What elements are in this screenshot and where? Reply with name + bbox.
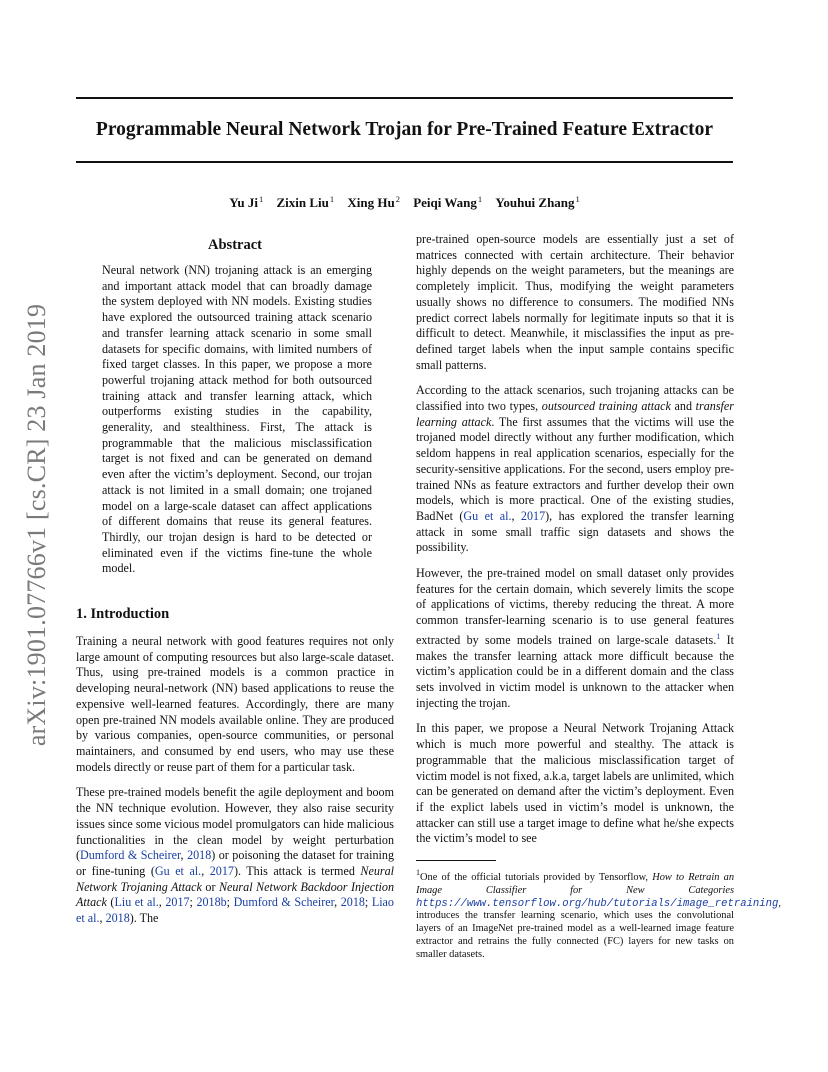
text-run: One of the official tutorials provided by Tensorflow, — [420, 872, 653, 884]
text-run: However, the pre-trained model on small dataset only provides features for the certain domain, which severely limits the scope of applications of victims, thereby reducing the threat. A more common transfer-learning scenario is to use general features extracted by some models trained on large-scale datasets. — [416, 566, 734, 647]
author-list — [76, 190, 733, 212]
footnote-url-link[interactable]: https://www.tensorflow.org/hub/tutorials/image_retraining — [416, 897, 779, 910]
citation-link[interactable]: Gu et al. — [154, 863, 202, 878]
text-run: ). The — [129, 911, 159, 926]
citation-link[interactable]: Liao et al. — [76, 895, 394, 926]
introduction-heading: 1. Introduction — [76, 606, 170, 623]
citation-link[interactable]: Gu et al. — [463, 508, 512, 523]
intro-paragraph-2 — [76, 785, 394, 926]
text-run: ) or poisoning the dataset for training or fine-tuning ( — [76, 848, 394, 878]
text-run: , — [99, 911, 106, 926]
affiliation-mark: 1 — [477, 194, 483, 204]
author — [413, 195, 482, 210]
left-column — [76, 232, 394, 937]
citation-link[interactable]: 2018 — [340, 895, 365, 910]
affiliation-mark: 2 — [395, 194, 400, 204]
author — [495, 195, 579, 210]
emphasis-term: outsourced training attack — [541, 399, 671, 414]
emphasis-term: Neural Network Trojaning Attack — [76, 863, 395, 894]
text-run: . The first assumes that the victims will use the trojaned model directly without any further modification, which seldom happens in real application scenarios, especially for the security-sensitive applications. For the second, users employ pre-trained NNs as feature extractors and further develop their own models, which is more practical. One of the existing studies, BadNet ( — [416, 414, 734, 523]
author-name: Yu Ji — [229, 195, 258, 210]
abstract-body: Neural network (NN) trojaning attack is an emerging and important attack model that can broadly damage the system deployed with NN models. Existing studies have explored the outsourced training attack scenario and transfer learning attack scenario in some small datasets for specific domains, with limited numbers of fixed target classes. In this paper, we propose a more powerful trojaning attack method for both outsourced training attack and transfer learning attack, which outperforms existing studies in the capability, generality, and stealthiness. First, The attack is programmable that the malicious misclassification target is not fixed and can be generated on demand even after the victim’s deployment. Second, our trojan attack is not limited in a small domain; one trojaned model on a large-scale dataset can affect applications of different domains that reuse its general features. Thirdly, our trojan design is hard to be detected or eliminated even if the victims fine-tune the whole model. — [102, 263, 372, 576]
emphasis-term: transfer learning attack — [416, 399, 734, 429]
text-run: ). This attack is termed — [233, 863, 361, 878]
text-run: ( — [106, 895, 115, 910]
text-run: It makes the transfer learning attack more difficult because the victim’s application could be in a different domain and the class sets involved in victim model is unknown to the attacker when injecting the trojan. — [416, 632, 734, 710]
citation-link[interactable]: Dumford & Scheirer — [233, 895, 335, 910]
intro-paragraph-5 — [416, 566, 734, 711]
author — [276, 195, 334, 210]
paper-title: Programmable Neural Network Trojan for Pre-Trained Feature Extractor — [95, 119, 714, 140]
author-name: Peiqi Wang — [413, 195, 477, 210]
citation-link[interactable]: 2017 — [165, 895, 190, 910]
citation-link[interactable]: 2017 — [209, 863, 234, 878]
affiliation-mark: 1 — [575, 194, 580, 204]
text-run: , — [334, 895, 341, 910]
affiliation-mark: 1 — [329, 194, 335, 204]
text-run: ; — [364, 895, 372, 910]
emphasis-term: Neural Network Backdoor Injection Attack — [76, 879, 394, 910]
text-run: , — [158, 895, 166, 910]
author-name: Youhui Zhang — [495, 195, 575, 210]
intro-paragraph-3: pre-trained open-source models are essentially just a set of matrices connected with certain architecture. Their behavior highly depends on the weight parameters, but the meanings are completely implicit. Thus, modifying the weight parameters usually shows no difference to consumers. The modified NNs predict correct labels normally for legitimate inputs so that it is difficult to detect. Meanwhile, it misclassifies the input as pre-defined target labels when the input sample contains specific small patterns. — [416, 232, 734, 372]
author-name: Xing Hu — [347, 195, 395, 210]
text-run: These pre-trained models benefit the agile deployment and boom the NN technique evolution. However, they also raise security issues since some vicious model promulgators can hide malicious functionalities in the clean model by weight perturbation ( — [76, 785, 394, 863]
text-run: ; — [189, 895, 197, 910]
intro-paragraph-4 — [416, 383, 734, 556]
citation-link[interactable]: Dumford & Scheirer — [80, 848, 181, 863]
text-run: or — [201, 879, 219, 894]
citation-link[interactable]: Liu et al. — [114, 895, 159, 910]
text-run: and — [670, 399, 696, 414]
right-column — [416, 232, 781, 962]
citation-link[interactable]: 2018b — [196, 895, 227, 910]
citation-link[interactable]: 2018 — [105, 911, 130, 926]
affiliation-mark: 1 — [258, 194, 264, 204]
citation-link[interactable]: 2017 — [520, 508, 546, 523]
arxiv-margin-stamp — [12, 290, 62, 760]
footnote-rule — [416, 860, 496, 861]
footnote-marker[interactable]: 1 — [716, 631, 721, 641]
abstract-heading: Abstract — [208, 237, 262, 253]
author — [229, 195, 263, 210]
text-run: According to the attack scenarios, such trojaning attacks can be classified into two types, — [416, 383, 734, 414]
text-run: , — [511, 508, 521, 523]
citation-link[interactable]: 2018 — [187, 848, 212, 863]
intro-paragraph-1: Training a neural network with good features requires not only large amount of computing resources but also large-scale dataset. Thus, using pre-trained models is a common practice in developing neural-network (NN) based applications to reuse the expensive well-learned features. Accordingly, there are many open pre-trained NN models available online. They are produced by various companies, open-source communities, or personal maintainers, and consumed by end users, who may use these models directly or reuse part of them for a particular task. — [76, 634, 394, 774]
intro-paragraph-6: In this paper, we propose a Neural Network Trojaning Attack which is much more powerful and stealthy. The attack is programmable that the malicious misclassification target of victim model is not fixed, a.k.a, target labels are unlimited, which can be generated on demand after the victim’s deployment. Even if the explict labels used in victim’s model is unknown, the attacker can still use a target image to define what he/she expects the victim’s model to see — [416, 721, 734, 846]
footnote-number: 1 — [416, 868, 420, 878]
title-rule-bottom — [76, 161, 733, 163]
text-run: , introduces the transfer learning scenario, which uses the convolutional layers of an ImageNet pre-trained model as a well-learned image feature extractor and retrains the fully connected (FC) layers for new tasks on smaller datasets. — [416, 897, 781, 960]
text-run: , — [180, 848, 188, 863]
author-name: Zixin Liu — [276, 195, 329, 210]
text-run: , — [201, 863, 210, 878]
emphasis-term: How to Retrain an Image Classifier for New Categories — [416, 872, 735, 896]
author — [347, 195, 400, 210]
footnote — [416, 867, 781, 962]
text-run: ; — [226, 895, 234, 910]
text-run: ), has explored the transfer learning attack in some small traffic sign datasets and shows the possibility. — [416, 508, 734, 555]
arxiv-identifier: arXiv:1901.07766v1 [cs.CR] 23 Jan 2019 — [22, 303, 51, 747]
title-rule-top — [76, 97, 733, 99]
